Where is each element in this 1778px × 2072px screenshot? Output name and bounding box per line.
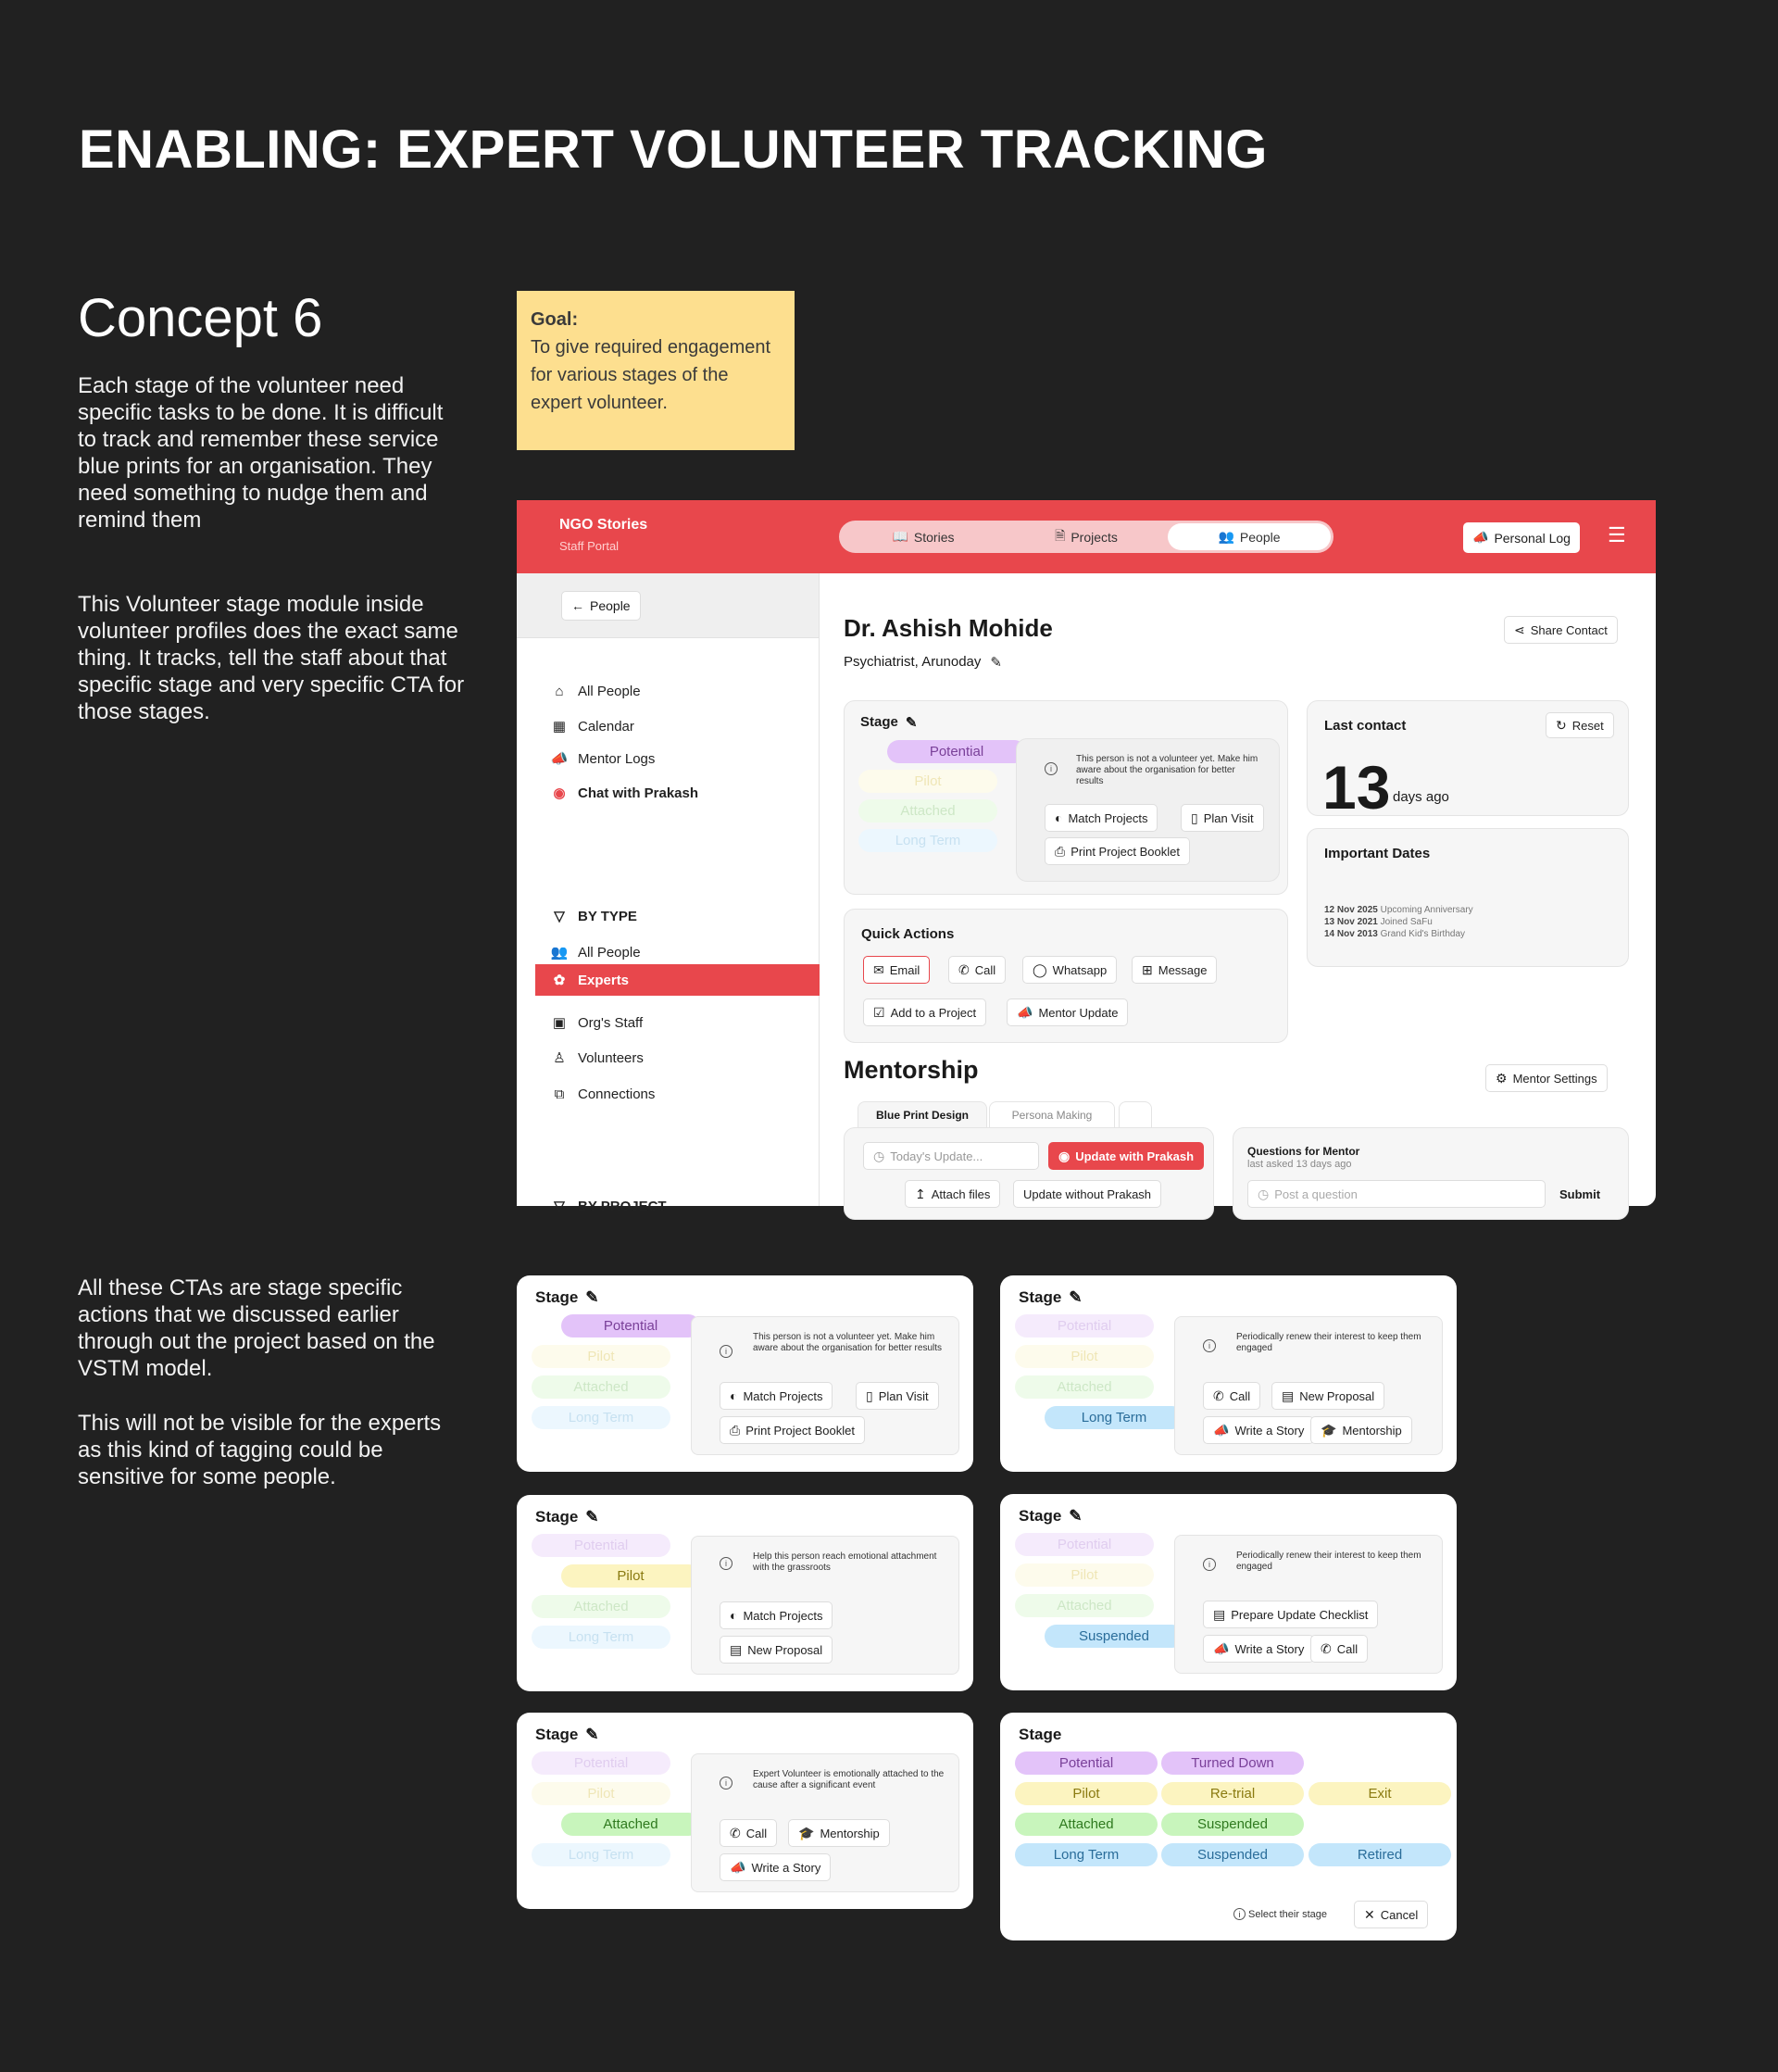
edit-icon[interactable]: ✎	[1069, 1288, 1083, 1306]
stage-pill-attached[interactable]: Attached	[532, 1375, 670, 1399]
stage-pill-potential[interactable]: Potential	[532, 1752, 670, 1775]
proposal-icon: ▤	[730, 1641, 743, 1657]
button-label: Mentor Settings	[1512, 1071, 1597, 1086]
checklist-icon: ▤	[1213, 1606, 1226, 1622]
stage-action-panel	[1174, 1535, 1443, 1674]
input-placeholder: Today's Update...	[890, 1149, 983, 1163]
stage-pill-attached[interactable]: Attached	[858, 799, 997, 823]
phone-icon: ✆	[958, 961, 970, 977]
date-value: 12 Nov 2025	[1324, 905, 1378, 915]
stage-pill-pilot[interactable]: Pilot	[532, 1782, 670, 1805]
stage-selector-card	[1000, 1713, 1457, 1940]
stage-pill-pilot[interactable]: Pilot	[1015, 1563, 1154, 1587]
attach-files-button[interactable]	[905, 1180, 1000, 1208]
match-projects-button[interactable]	[720, 1382, 833, 1410]
personal-log-label: Personal Log	[1494, 530, 1571, 546]
button-label: Update without Prakash	[1023, 1187, 1152, 1201]
button-label: Write a Story	[751, 1860, 821, 1875]
days-count: 13	[1322, 753, 1391, 822]
profile-name: Dr. Ashish Mohide	[844, 614, 1053, 642]
add-to-project-button[interactable]	[863, 998, 986, 1026]
megaphone-icon: 📣	[1213, 1422, 1230, 1438]
chat-avatar-icon: ◉	[1058, 1148, 1071, 1163]
write-story-button[interactable]	[1203, 1635, 1314, 1663]
button-label: Write a Story	[1234, 1641, 1305, 1656]
stage-label: Stage	[535, 1288, 579, 1306]
megaphone-icon: 📣	[1213, 1640, 1230, 1656]
sidebar-item-label: All People	[578, 944, 641, 961]
edit-icon[interactable]: ✎	[585, 1288, 599, 1306]
sidebar-item-label: Calendar	[578, 718, 634, 735]
button-label: Email	[889, 962, 920, 977]
button-label: Call	[1336, 1641, 1359, 1656]
filter-icon: ▽	[554, 909, 565, 924]
reset-icon: ↻	[1556, 717, 1567, 733]
id-card-icon: ▣	[552, 1015, 567, 1031]
sidebar-item-volunteers[interactable]	[550, 1042, 820, 1074]
stage-option-retired[interactable]: Retired	[1308, 1843, 1451, 1866]
stage-info-text: Help this person reach emotional attachment with the grassroots	[753, 1551, 937, 1573]
question-icon: ◷	[1258, 1186, 1270, 1201]
call-button[interactable]	[720, 1819, 777, 1847]
megaphone-icon: 📣	[550, 751, 569, 767]
phone-icon: ✆	[730, 1825, 741, 1840]
clipboard-icon: ▯	[866, 1388, 873, 1403]
stage-pill-suspended[interactable]: Suspended	[1045, 1625, 1183, 1648]
stage-header	[1019, 1726, 1061, 1744]
stage-action-panel	[691, 1753, 959, 1892]
info-icon: i	[720, 1345, 732, 1358]
stage-label: Stage	[1019, 1507, 1062, 1525]
date-value: 13 Nov 2021	[1324, 917, 1378, 927]
tab-add[interactable]	[1119, 1101, 1152, 1129]
print-booklet-button[interactable]	[720, 1416, 865, 1444]
stage-header	[535, 1508, 599, 1526]
sidebar-item-label: All People	[578, 683, 641, 699]
sidebar-item-label: Experts	[578, 972, 630, 988]
megaphone-icon: 📣	[1472, 530, 1489, 545]
people-icon: 👥	[1218, 529, 1234, 544]
button-label: Cancel	[1380, 1907, 1419, 1922]
stage-pill-long-term[interactable]: Long Term	[532, 1843, 670, 1866]
sidebar-item-label: Volunteers	[578, 1049, 644, 1066]
intro-paragraph-2: This Volunteer stage module inside volunteer profiles does the exact same thing. It tracks, tell the staff about that specific stage and very specific CTA for those stages.	[78, 592, 465, 724]
intro-paragraph-1: Each stage of the volunteer need specific tasks to be done. It is difficult to track and remember these service blue prints for an organisation. They need something to nudge them and remind them	[78, 373, 444, 533]
stage-option-suspended[interactable]: Suspended	[1161, 1813, 1304, 1836]
tab-people[interactable]	[1168, 523, 1331, 550]
stage-info-text: Periodically renew their interest to keep them engaged	[1236, 1332, 1421, 1353]
date-row	[1324, 905, 1473, 916]
stage-pill-pilot[interactable]: Pilot	[532, 1345, 670, 1368]
reset-button[interactable]	[1546, 712, 1614, 738]
sidebar-item-mentor-logs[interactable]	[550, 743, 820, 774]
sidebar-item-label: Chat with Prakash	[578, 785, 699, 801]
mentor-update-button[interactable]	[1007, 998, 1128, 1026]
stage-action-panel	[691, 1316, 959, 1455]
questions-subtitle: last asked 13 days ago	[1247, 1159, 1352, 1170]
sidebar-item-orgs-staff[interactable]	[550, 1007, 820, 1038]
sidebar-item-connections[interactable]	[550, 1078, 820, 1110]
stage-option-exit[interactable]: Exit	[1308, 1782, 1451, 1805]
call-button[interactable]	[1203, 1382, 1260, 1410]
info-icon: i	[720, 1557, 732, 1570]
match-projects-button[interactable]	[720, 1601, 833, 1629]
todays-update-input[interactable]	[863, 1142, 1039, 1170]
button-label: Attach files	[931, 1187, 991, 1201]
stage-header	[1019, 1288, 1083, 1307]
printer-icon: ⎙	[730, 1422, 741, 1438]
goal-text: To give required engagement for various stages of the expert volunteer.	[531, 337, 771, 413]
stage-card-potential	[517, 1275, 973, 1472]
info-icon: i	[1203, 1558, 1216, 1571]
button-label: Mentorship	[1342, 1423, 1402, 1438]
stage-info-text: This person is not a volunteer yet. Make him aware about the organisation for better results	[753, 1332, 943, 1353]
profile-role	[844, 654, 1002, 671]
mentorship-button[interactable]	[788, 1819, 890, 1847]
clock-icon: ◷	[873, 1148, 885, 1163]
cancel-button[interactable]	[1354, 1901, 1428, 1928]
book-icon: 📖	[892, 529, 908, 544]
match-icon: ◐	[730, 1608, 738, 1623]
date-event: Grand Kid's Birthday	[1380, 929, 1466, 939]
button-label: Call	[1229, 1388, 1251, 1403]
contacts-icon: ⧉	[554, 1086, 565, 1102]
filter-icon: ▽	[554, 1199, 565, 1214]
questions-card	[1233, 1127, 1629, 1220]
date-value: 14 Nov 2013	[1324, 929, 1378, 939]
stage-header	[860, 714, 917, 731]
tab-persona-making[interactable]: Persona Making	[989, 1101, 1115, 1129]
portal-subtitle: Staff Portal	[559, 539, 620, 553]
button-label: Match Projects	[743, 1608, 823, 1623]
button-label: Print Project Booklet	[745, 1423, 855, 1438]
stage-pill-potential[interactable]: Potential	[1015, 1314, 1154, 1337]
stage-card-suspended	[1000, 1494, 1457, 1690]
stage-option-turned-down[interactable]: Turned Down	[1161, 1752, 1304, 1775]
volunteer-icon: ♙	[553, 1050, 566, 1066]
stage-option-potential[interactable]: Potential	[1015, 1752, 1158, 1775]
stage-action-panel	[1174, 1316, 1443, 1455]
phone-icon: ✆	[1321, 1640, 1332, 1656]
stage-info-text: This person is not a volunteer yet. Make him aware about the organisation for better results	[1076, 754, 1258, 786]
chat-avatar-icon: ◉	[553, 785, 566, 801]
reset-label: Reset	[1571, 718, 1604, 733]
info-icon: i	[1203, 1339, 1216, 1352]
call-button[interactable]	[948, 956, 1006, 984]
button-label: Match Projects	[1068, 810, 1148, 825]
tab-label: Stories	[913, 529, 955, 545]
button-label: Update with Prakash	[1075, 1149, 1195, 1163]
call-button[interactable]	[1310, 1635, 1368, 1663]
tab-label: People	[1239, 529, 1281, 545]
edit-icon[interactable]: ✎	[585, 1508, 599, 1526]
stage-pill-potential[interactable]: Potential	[1015, 1533, 1154, 1556]
group-icon: 👥	[550, 945, 569, 961]
megaphone-icon: 📣	[730, 1859, 746, 1875]
sidebar-header	[517, 573, 819, 638]
upload-icon: ↥	[915, 1186, 926, 1201]
stage-label: Stage	[860, 714, 898, 730]
stage-pill-attached[interactable]: Attached	[532, 1595, 670, 1618]
button-label: Whatsapp	[1052, 962, 1108, 977]
page-heading: ENABLING: EXPERT VOLUNTEER TRACKING	[79, 119, 1268, 180]
sidebar-item-all-people[interactable]	[550, 675, 820, 707]
sidebar	[517, 573, 820, 1214]
stage-option-suspended-lt[interactable]: Suspended	[1161, 1843, 1304, 1866]
hint-text: Select their stage	[1248, 1908, 1327, 1920]
lower-paragraph-2: This will not be visible for the experts as this kind of tagging could be sensitive for some people.	[78, 1411, 442, 1489]
date-row	[1324, 917, 1433, 928]
button-label: Plan Visit	[1203, 810, 1254, 825]
stage-label: Stage	[1019, 1288, 1062, 1306]
sidebar-item-experts[interactable]	[535, 964, 820, 996]
clipboard-icon: ▯	[1191, 810, 1198, 825]
concept-title: Concept 6	[78, 288, 323, 348]
main-nav	[839, 521, 1334, 553]
back-button[interactable]	[561, 591, 641, 621]
stage-action-panel	[691, 1536, 959, 1675]
plan-visit-button[interactable]	[856, 1382, 939, 1410]
stage-pill-attached[interactable]: Attached	[1015, 1594, 1154, 1617]
print-booklet-button[interactable]	[1045, 837, 1190, 865]
arrow-left-icon: ←	[571, 598, 584, 613]
stage-option-pilot[interactable]: Pilot	[1015, 1782, 1158, 1805]
stage-pill-potential[interactable]: Potential	[561, 1314, 700, 1337]
post-question-input[interactable]	[1247, 1180, 1546, 1208]
write-story-button[interactable]	[1203, 1416, 1314, 1444]
staff-portal-window	[517, 500, 1656, 1214]
proposal-icon: ▤	[1282, 1388, 1295, 1403]
top-bar	[517, 500, 1656, 573]
role-text: Psychiatrist, Arunoday	[844, 654, 982, 670]
info-icon: i	[1233, 1908, 1246, 1920]
stage-option-re-trial[interactable]: Re-trial	[1161, 1782, 1304, 1805]
section-label: BY PROJECT	[578, 1198, 667, 1214]
whatsapp-button[interactable]	[1022, 956, 1117, 984]
last-contact-label: Last contact	[1324, 718, 1407, 734]
stage-pill-attached[interactable]: Attached	[1015, 1375, 1154, 1399]
email-button[interactable]	[863, 956, 930, 984]
lower-paragraph-1: All these CTAs are stage specific actions that we discussed earlier through out the project based on the VSTM model.	[78, 1275, 435, 1381]
submit-button[interactable]: Submit	[1559, 1187, 1601, 1201]
button-label: Write a Story	[1234, 1423, 1305, 1438]
calendar-icon: ▦	[552, 719, 567, 735]
user-settings-icon: ⚙	[1496, 1070, 1508, 1086]
tab-blue-print-design[interactable]: Blue Print Design	[858, 1101, 987, 1129]
button-label: Add to a Project	[890, 1005, 977, 1020]
button-label: Message	[1158, 962, 1208, 977]
edit-icon[interactable]: ✎	[990, 655, 1002, 671]
graduation-cap-icon: 🎓	[1321, 1422, 1337, 1438]
button-label: Match Projects	[743, 1388, 823, 1403]
select-stage-hint	[1233, 1908, 1327, 1920]
match-projects-button[interactable]	[1045, 804, 1158, 832]
sidebar-item-label: Mentor Logs	[578, 750, 656, 767]
stage-info-text: Periodically renew their interest to keep them engaged	[1236, 1551, 1421, 1572]
prepare-checklist-button[interactable]	[1203, 1601, 1378, 1628]
quick-actions-card	[844, 909, 1288, 1043]
stage-label: Stage	[535, 1508, 579, 1526]
stage-option-long-term[interactable]: Long Term	[1015, 1843, 1158, 1866]
important-dates-label: Important Dates	[1324, 846, 1431, 861]
date-event: Upcoming Anniversary	[1380, 905, 1473, 915]
message-button[interactable]	[1132, 956, 1217, 984]
stage-pill-long-term[interactable]: Long Term	[1045, 1406, 1183, 1429]
stage-pill-pilot[interactable]: Pilot	[858, 770, 997, 793]
stage-action-panel	[1016, 738, 1280, 882]
button-label: Call	[745, 1826, 768, 1840]
info-icon: i	[1045, 762, 1058, 775]
write-story-button[interactable]	[720, 1853, 831, 1881]
date-event: Joined SaFu	[1380, 917, 1433, 927]
match-icon: ◐	[1055, 810, 1063, 825]
sidebar-section-by-type	[550, 900, 820, 932]
tab-label: Projects	[1071, 529, 1118, 545]
checkbox-icon: ☑	[873, 1004, 885, 1020]
questions-title: Questions for Mentor	[1247, 1145, 1360, 1158]
expert-icon: ✿	[553, 973, 566, 988]
stage-header	[1019, 1507, 1083, 1526]
home-icon: ⌂	[555, 683, 564, 699]
button-label: Mentor Update	[1038, 1005, 1119, 1020]
stage-pill-long-term[interactable]: Long Term	[532, 1406, 670, 1429]
plan-visit-button[interactable]	[1181, 804, 1264, 832]
megaphone-icon: 📣	[1017, 1004, 1033, 1020]
close-icon: ✕	[1364, 1906, 1375, 1922]
printer-icon: ⎙	[1055, 843, 1066, 859]
menu-icon[interactable]: ☰	[1608, 523, 1626, 546]
tab-projects[interactable]	[1005, 523, 1168, 550]
new-proposal-button[interactable]	[1271, 1382, 1384, 1410]
days-ago-label: days ago	[1393, 789, 1449, 805]
share-label: Share Contact	[1530, 622, 1608, 637]
share-contact-button[interactable]	[1504, 616, 1618, 644]
stage-label: Stage	[535, 1726, 579, 1743]
mentorship-button[interactable]	[1310, 1416, 1412, 1444]
quick-actions-label: Quick Actions	[861, 926, 955, 942]
phone-icon: ✆	[1213, 1388, 1224, 1403]
stage-pill-pilot[interactable]: Pilot	[561, 1564, 700, 1588]
important-dates-card	[1307, 828, 1629, 967]
share-icon: ⋖	[1514, 622, 1525, 637]
button-label: Print Project Booklet	[1071, 844, 1180, 859]
date-row	[1324, 929, 1465, 940]
button-label: Mentorship	[820, 1826, 880, 1840]
button-label: New Proposal	[747, 1642, 823, 1657]
update-without-prakash-button[interactable]	[1013, 1180, 1161, 1208]
input-placeholder: Post a question	[1274, 1187, 1358, 1201]
profile-main	[820, 573, 1656, 1206]
update-card	[844, 1127, 1214, 1220]
stage-card-pilot	[517, 1495, 973, 1691]
stage-card-long-term	[1000, 1275, 1457, 1472]
section-label: BY TYPE	[578, 908, 637, 924]
stage-pill-pilot[interactable]: Pilot	[1015, 1345, 1154, 1368]
sidebar-item-calendar[interactable]	[550, 710, 820, 742]
last-contact-card	[1307, 700, 1629, 822]
stage-card-attached	[517, 1713, 973, 1909]
sidebar-item-label: Connections	[578, 1086, 656, 1102]
stage-info-text: Expert Volunteer is emotionally attached to the cause after a significant event	[753, 1769, 945, 1790]
mentorship-title: Mentorship	[844, 1056, 979, 1084]
mail-icon: ✉	[873, 961, 884, 977]
stage-card	[844, 700, 1288, 895]
stage-pill-potential[interactable]: Potential	[532, 1534, 670, 1557]
stage-header	[535, 1288, 599, 1307]
stage-pill-long-term[interactable]: Long Term	[532, 1626, 670, 1649]
edit-icon[interactable]: ✎	[1069, 1507, 1083, 1525]
sidebar-item-label: Org's Staff	[578, 1014, 644, 1031]
stage-label: Stage	[1019, 1726, 1062, 1743]
document-icon: 🗎	[1055, 527, 1066, 543]
stage-header	[535, 1726, 599, 1744]
button-label: Call	[974, 962, 996, 977]
brand-name: NGO Stories	[559, 517, 648, 533]
whatsapp-icon: ◯	[1033, 961, 1047, 977]
edit-icon[interactable]: ✎	[585, 1726, 599, 1743]
new-proposal-button[interactable]	[720, 1636, 833, 1664]
goal-note	[517, 291, 795, 450]
sidebar-item-type-all-people[interactable]	[550, 936, 820, 968]
sidebar-item-chat-prakash[interactable]	[550, 777, 820, 809]
message-icon: ⊞	[1142, 961, 1153, 977]
info-icon: i	[720, 1777, 732, 1789]
match-icon: ◐	[730, 1388, 738, 1403]
update-with-prakash-button[interactable]	[1048, 1142, 1204, 1170]
tab-stories[interactable]	[842, 523, 1005, 550]
button-label: New Proposal	[1299, 1388, 1375, 1403]
graduation-cap-icon: 🎓	[798, 1825, 815, 1840]
goal-label: Goal:	[531, 309, 579, 330]
stage-pill-attached[interactable]: Attached	[561, 1813, 700, 1836]
stage-option-attached[interactable]: Attached	[1015, 1813, 1158, 1836]
stage-pill-potential[interactable]: Potential	[887, 740, 1026, 763]
button-label: Prepare Update Checklist	[1231, 1607, 1369, 1622]
personal-log-button[interactable]	[1463, 522, 1580, 553]
button-label: Plan Visit	[878, 1388, 929, 1403]
edit-icon[interactable]: ✎	[905, 715, 918, 731]
back-label: People	[590, 598, 631, 613]
sidebar-section-by-project	[550, 1190, 820, 1222]
stage-pill-long-term[interactable]: Long Term	[858, 829, 997, 852]
mentor-settings-button[interactable]	[1485, 1064, 1608, 1092]
